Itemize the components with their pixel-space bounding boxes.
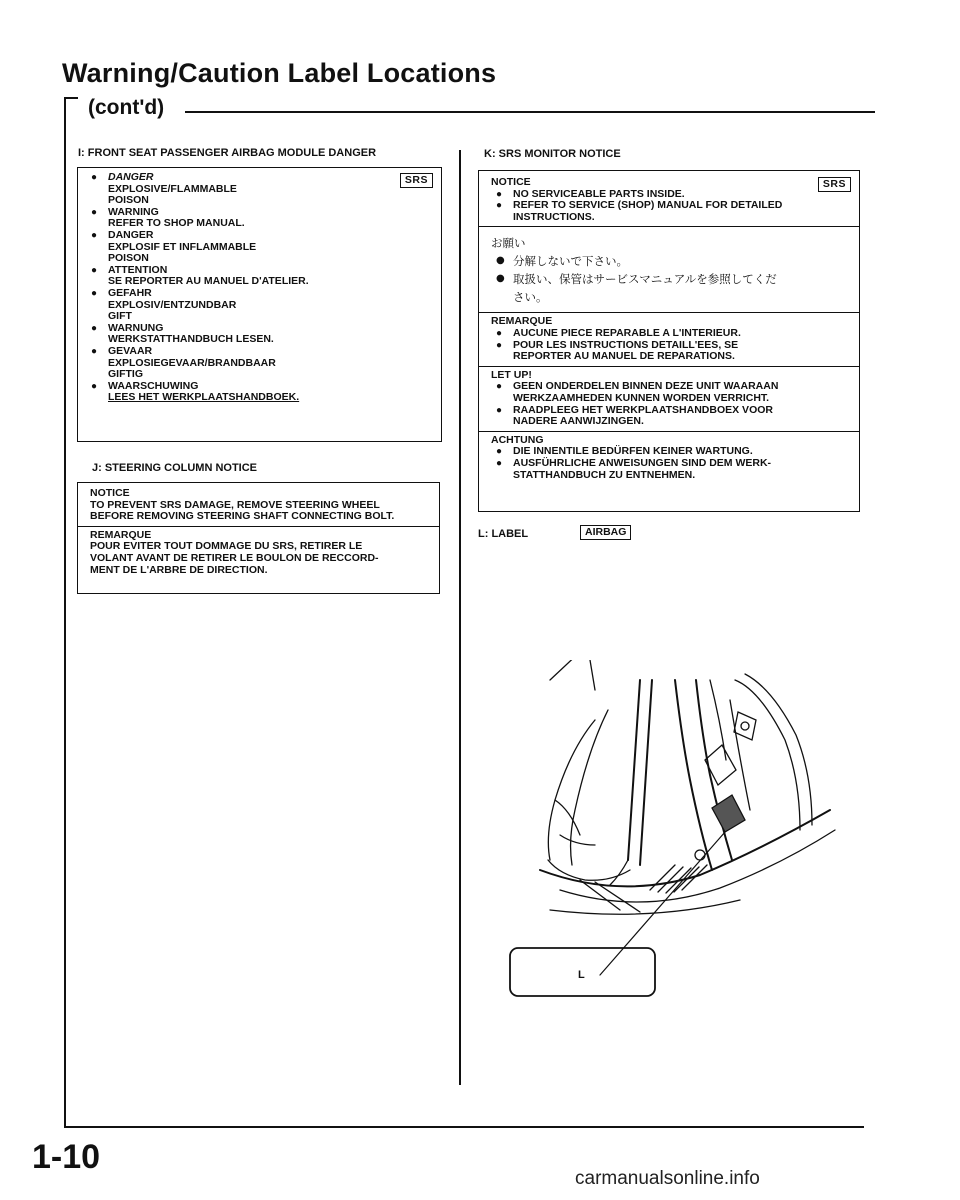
achtung-title: ACHTUNG — [491, 433, 544, 446]
achtung-bullet: ● DIE INNENTILE BEDÜRFEN KEINER WARTUNG. — [491, 446, 849, 458]
remarque-line: POUR EVITER TOUT DOMMAGE DU SRS, RETIRER LE — [90, 540, 363, 553]
label-item-title: ● DANGER — [108, 171, 154, 183]
notice-title: NOTICE — [90, 487, 130, 499]
label-item-line: EXPLOSIEGEVAAR/BRANDBAAR — [108, 356, 276, 369]
japanese-title: お願い — [491, 236, 526, 251]
label-item-title: ● ATTENTION — [108, 263, 168, 276]
label-item-line: EXPLOSIVE/FLAMMABLE — [108, 182, 237, 195]
door-pillar-illustration — [500, 660, 840, 1020]
label-item-line: EXPLOSIV/ENTZUNDBAR — [108, 298, 237, 311]
airbag-badge: AIRBAG — [580, 525, 631, 540]
label-item-line: SE REPORTER AU MANUEL D'ATELIER. — [108, 275, 309, 288]
remarque-title: REMARQUE — [491, 315, 553, 328]
remarque-line: VOLANT AVANT DE RETIRER LE BOULON DE RECCORD- — [90, 551, 379, 564]
japanese-bullet: ● 分解しないで下さい。 — [491, 252, 849, 270]
label-item-title: ● GEFAHR — [108, 286, 152, 299]
notice-line: TO PREVENT SRS DAMAGE, REMOVE STEERING WHEEL — [90, 498, 380, 511]
remarque-continuation: REPORTER AU MANUEL DE REPARATIONS. — [513, 350, 735, 363]
callout-label: L — [578, 969, 585, 981]
achtung-continuation: STATTHANDBUCH ZU ENTNEHMEN. — [513, 468, 696, 481]
remarque-line: MENT DE L'ARBRE DE DIRECTION. — [90, 563, 268, 576]
header-rule — [185, 111, 875, 113]
let-up-title: LET UP! — [491, 368, 532, 381]
japanese-continuation: さい。 — [513, 290, 548, 305]
label-item-line: WERKSTATTHANDBUCH LESEN. — [108, 333, 274, 346]
remarque-title: REMARQUE — [90, 528, 152, 541]
page-subtitle: (cont'd) — [88, 96, 165, 119]
label-item-line: POISON — [108, 252, 149, 265]
section-k-heading: K: SRS MONITOR NOTICE — [484, 148, 621, 160]
page-title: Warning/Caution Label Locations — [62, 58, 497, 88]
srs-badge: SRS — [818, 177, 851, 192]
label-item-line: GIFT — [108, 310, 132, 323]
label-item-title: ● GEVAAR — [108, 344, 153, 357]
label-item-title: ● WARNING — [108, 205, 159, 218]
let-up-bullet: ● RAADPLEEG HET WERKPLAATSHANDBOEX VOOR — [491, 405, 849, 417]
page-number: 1-10 — [32, 1138, 101, 1176]
label-item-title: ● WARNUNG — [108, 321, 164, 334]
label-item-line: REFER TO SHOP MANUAL. — [108, 217, 245, 230]
label-item-line: POISON — [108, 194, 149, 207]
label-item-line: EXPLOSIF ET INFLAMMABLE — [108, 240, 257, 253]
srs-badge: SRS — [400, 173, 433, 188]
label-item-line: GIFTIG — [108, 368, 143, 381]
airbag-module-danger-label — [77, 167, 442, 442]
steering-column-notice-label — [77, 482, 440, 594]
label-item-title: ● WAARSCHUWING — [108, 379, 199, 392]
watermark: carmanualsonline.info — [575, 1168, 760, 1189]
column-divider — [459, 150, 461, 1085]
label-item-line: LEES HET WERKPLAATSHANDBOEK. — [108, 391, 300, 404]
left-bracket-tick — [64, 97, 78, 99]
left-bracket-line — [64, 97, 66, 1127]
notice-line: BEFORE REMOVING STEERING SHAFT CONNECTING BOLT. — [90, 510, 395, 523]
notice-continuation: INSTRUCTIONS. — [513, 210, 595, 223]
section-l-heading: L: LABEL — [478, 528, 529, 540]
section-j-heading: J: STEERING COLUMN NOTICE — [92, 462, 258, 474]
let-up-continuation: NADERE AANWIJZINGEN. — [513, 415, 644, 428]
let-up-bullet: ● GEEN ONDERDELEN BINNEN DEZE UNIT WAARAAN — [491, 381, 849, 393]
let-up-continuation: WERKZAAMHEDEN KUNNEN WORDEN VERRICHT. — [513, 391, 770, 404]
srs-monitor-notice-label — [478, 170, 860, 512]
remarque-bullet: ● POUR LES INSTRUCTIONS DETAILL'EES, SE — [491, 340, 849, 352]
section-i-heading: I: FRONT SEAT PASSENGER AIRBAG MODULE DANGER — [78, 147, 377, 159]
remarque-bullet: ● AUCUNE PIECE REPARABLE A L'INTERIEUR. — [491, 328, 849, 340]
footer-rule — [64, 1126, 864, 1128]
label-item-title: ● DANGER — [108, 228, 154, 241]
notice-bullet: ● REFER TO SERVICE (SHOP) MANUAL FOR DETAILED — [491, 200, 849, 212]
notice-bullet: ● NO SERVICEABLE PARTS INSIDE. — [491, 189, 849, 201]
achtung-bullet: ● AUSFÜHRLICHE ANWEISUNGEN SIND DEM WERK- — [491, 458, 849, 470]
japanese-bullet: ● 取扱い、保管はサービスマニュアルを参照してくだ — [491, 270, 849, 288]
notice-title: NOTICE — [491, 176, 531, 188]
